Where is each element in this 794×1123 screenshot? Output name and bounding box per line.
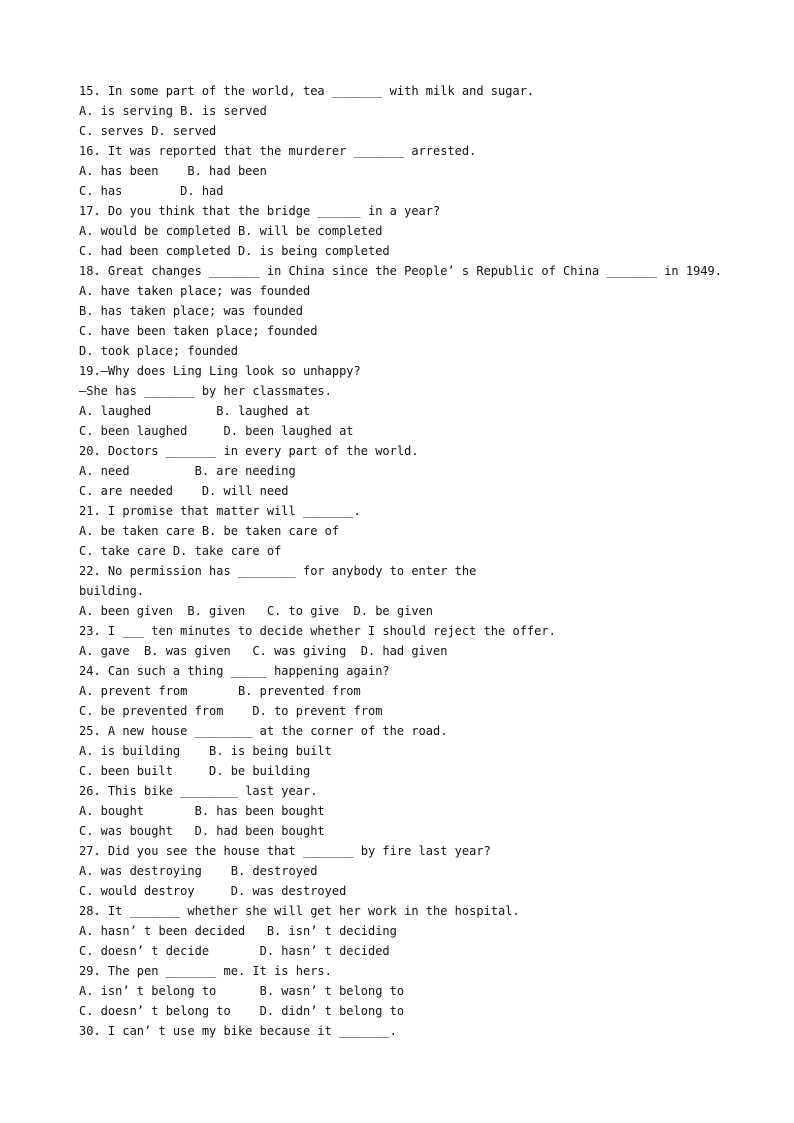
text-line: 28. It _______ whether she will get her work in the hospital. [79,904,520,918]
text-line: 17. Do you think that the bridge ______ in a year? [79,204,441,218]
text-line: building. [79,584,145,598]
text-line: C. had been completed D. is being completed [79,244,390,258]
text-line: C. was bought D. had been bought [79,824,325,838]
text-line: A. laughed B. laughed at [79,404,311,418]
text-line: A. would be completed B. will be completed [79,224,383,238]
text-line: C. take care D. take care of [79,544,282,558]
text-line: 22. No permission has ________ for anybody to enter the [79,564,477,578]
text-line: A. prevent from B. prevented from [79,684,361,698]
text-line: A. is serving B. is served [79,104,267,118]
text-line: C. doesn’ t belong to D. didn’ t belong to [79,1004,405,1018]
text-line: D. took place; founded [79,344,238,358]
text-line: 29. The pen _______ me. It is hers. [79,964,332,978]
text-line: C. been built D. be building [79,764,311,778]
text-line: C. has D. had [79,184,224,198]
text-line: C. would destroy D. was destroyed [79,884,347,898]
text-line: A. bought B. has been bought [79,804,325,818]
text-line: A. gave B. was given C. was giving D. had given [79,644,448,658]
text-line: C. are needed D. will need [79,484,289,498]
text-line: A. have taken place; was founded [79,284,311,298]
text-line: A. isn’ t belong to B. wasn’ t belong to [79,984,405,998]
text-line: 27. Did you see the house that _______ by fire last year? [79,844,491,858]
text-line: 30. I can’ t use my bike because it _______. [79,1024,397,1038]
text-line: 18. Great changes _______ in China since the People’ s Republic of China _______ in 1949. [79,264,722,278]
text-line: 21. I promise that matter will _______. [79,504,361,518]
text-line: A. need B. are needing [79,464,296,478]
text-line: C. been laughed D. been laughed at [79,424,354,438]
text-line: A. hasn’ t been decided B. isn’ t deciding [79,924,397,938]
text-line: C. doesn’ t decide D. hasn’ t decided [79,944,390,958]
text-line: C. serves D. served [79,124,217,138]
text-line: C. be prevented from D. to prevent from [79,704,383,718]
text-line: 26. This bike ________ last year. [79,784,318,798]
text-line: A. was destroying B. destroyed [79,864,318,878]
text-line: A. be taken care B. be taken care of [79,524,340,538]
text-line: 16. It was reported that the murderer _______ arrested. [79,144,477,158]
text-line: A. is building B. is being built [79,744,332,758]
text-line: 19.—Why does Ling Ling look so unhappy? [79,364,361,378]
text-line: B. has taken place; was founded [79,304,303,318]
text-line: A. has been B. had been [79,164,267,178]
question-list [79,81,759,1041]
text-line: A. been given B. given C. to give D. be given [79,604,434,618]
text-line: 24. Can such a thing _____ happening again? [79,664,390,678]
text-line: 23. I ___ ten minutes to decide whether I should reject the offer. [79,624,556,638]
text-line: —She has _______ by her classmates. [79,384,332,398]
text-line: C. have been taken place; founded [79,324,318,338]
text-line: 25. A new house ________ at the corner of the road. [79,724,448,738]
text-line: 20. Doctors _______ in every part of the world. [79,444,419,458]
text-line: 15. In some part of the world, tea _______ with milk and sugar. [79,84,535,98]
